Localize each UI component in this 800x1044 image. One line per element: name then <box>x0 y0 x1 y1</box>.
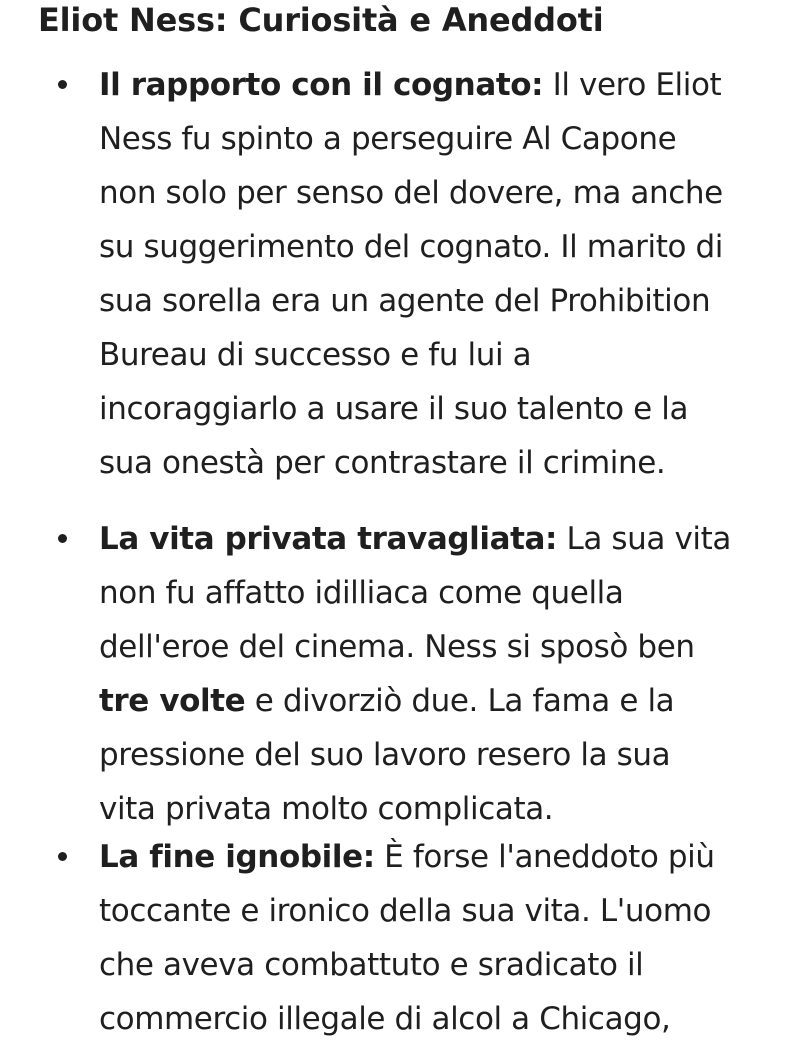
list-item-text <box>99 512 789 836</box>
bullet-point <box>58 58 70 70</box>
body-text: incoraggiarlo a usare il suo talento e la <box>99 391 689 427</box>
text-line <box>99 884 789 938</box>
text-line <box>99 220 789 274</box>
body-text: Ness fu spinto a perseguire Al Capone <box>99 121 677 157</box>
text-line <box>99 620 789 674</box>
body-text: sua onestà per contrastare il crimine. <box>99 445 666 481</box>
text-line <box>99 436 789 490</box>
body-text: Il vero Eliot <box>543 67 722 103</box>
body-text: commercio illegale di alcol a Chicago, <box>99 1001 671 1037</box>
bullet-point <box>58 830 70 842</box>
body-text: pressione del suo lavoro resero la sua <box>99 737 671 773</box>
bold-label: tre volte <box>99 683 246 719</box>
body-text: che aveva combattuto e sradicato il <box>99 947 644 983</box>
text-line <box>99 782 789 836</box>
bold-label: La fine ignobile: <box>99 839 375 875</box>
bold-label: Il rapporto con il cognato: <box>99 67 544 103</box>
text-line <box>99 328 789 382</box>
body-text: non solo per senso del dovere, ma anche <box>99 175 723 211</box>
body-text: sua sorella era un agente del Prohibition <box>99 283 711 319</box>
body-text: dell'eroe del cinema. Ness si sposò ben <box>99 629 695 665</box>
text-line <box>99 512 789 566</box>
body-text: La sua vita <box>557 521 731 557</box>
body-text: toccante e ironico della sua vita. L'uomo <box>99 893 712 929</box>
text-line <box>99 830 789 884</box>
bold-label: La vita privata travagliata: <box>99 521 558 557</box>
text-line <box>99 166 789 220</box>
text-line <box>99 112 789 166</box>
text-line <box>99 728 789 782</box>
bullet-point <box>58 512 70 524</box>
body-text: non fu affatto idilliaca come quella <box>99 575 624 611</box>
text-line <box>99 674 789 728</box>
text-line <box>99 992 789 1044</box>
text-line <box>99 566 789 620</box>
body-text: Bureau di successo e fu lui a <box>99 337 532 373</box>
text-line <box>99 938 789 992</box>
text-line <box>99 274 789 328</box>
text-line <box>99 58 789 112</box>
body-text: È forse l'aneddoto più <box>374 839 715 875</box>
body-text: e divorziò due. La fama e la <box>245 683 675 719</box>
text-line <box>99 382 789 436</box>
body-text: vita privata molto complicata. <box>99 791 554 827</box>
page-title: Eliot Ness: Curiosità e Aneddoti <box>38 1 604 39</box>
list-item-text <box>99 830 789 1044</box>
list-item-text <box>99 58 789 490</box>
body-text: su suggerimento del cognato. Il marito di <box>99 229 723 265</box>
